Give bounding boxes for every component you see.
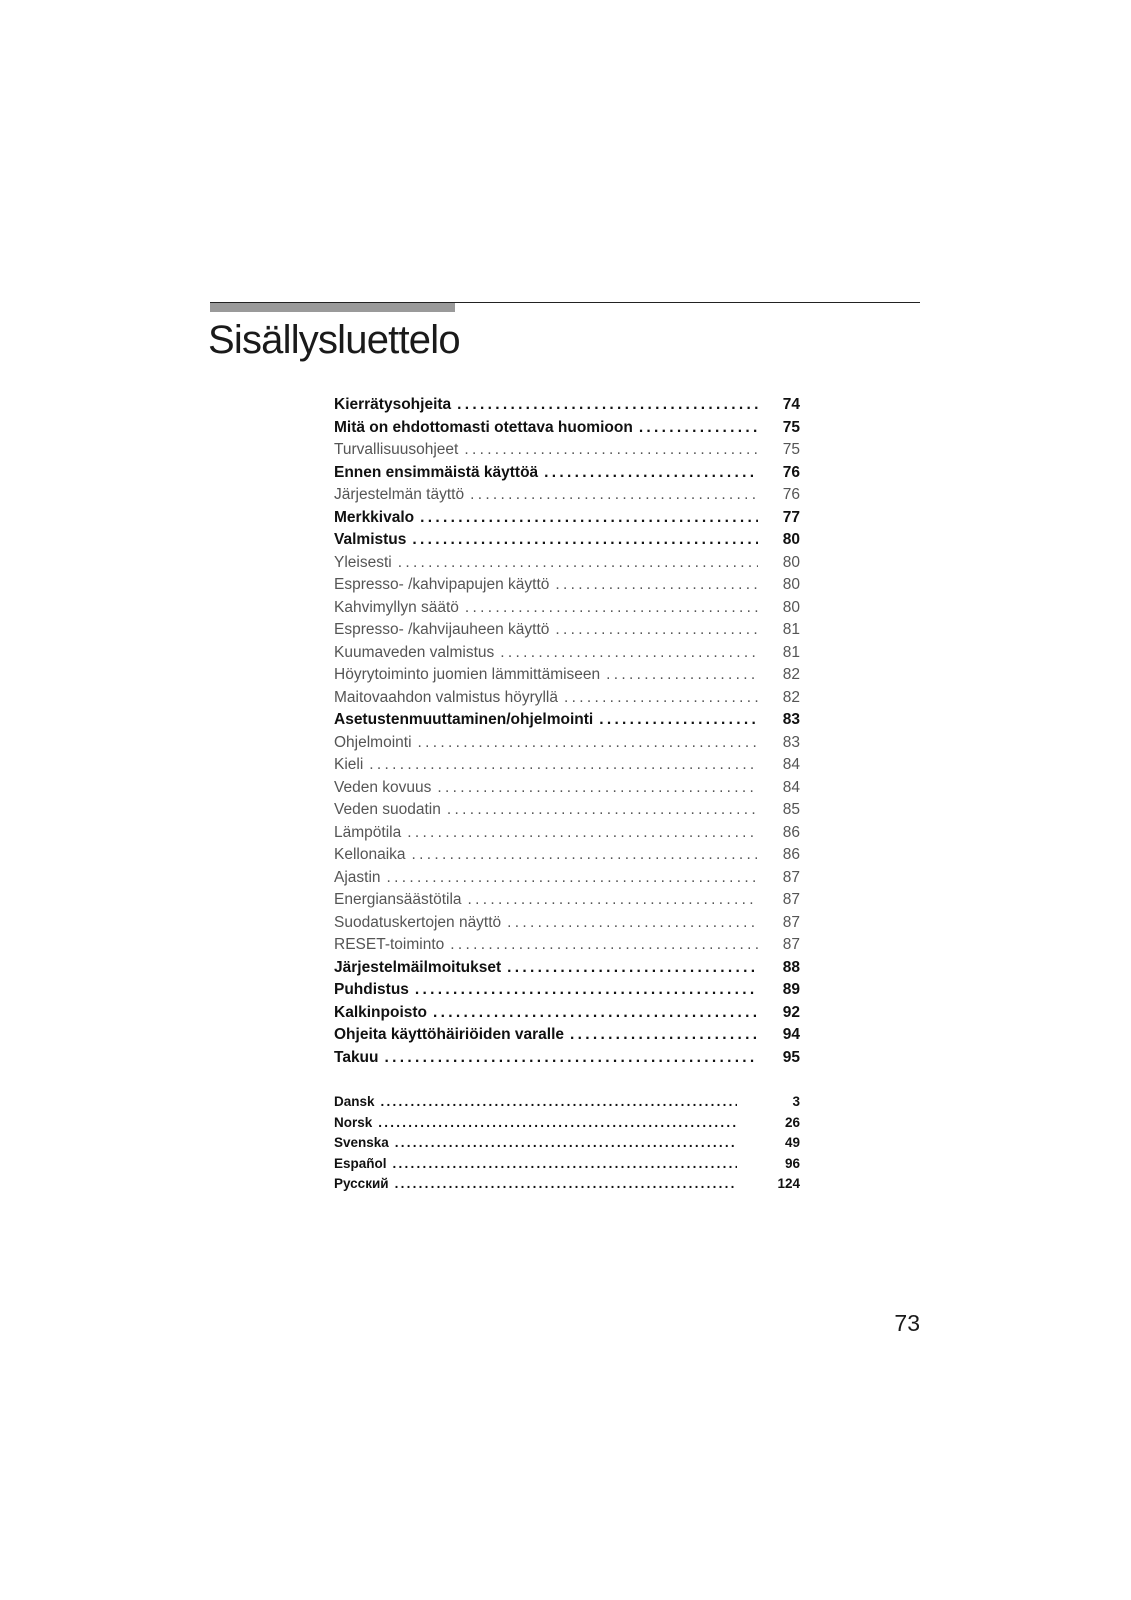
toc-entry[interactable] [334, 867, 800, 890]
toc-entry[interactable] [334, 642, 800, 665]
toc-entry-page: 87 [782, 913, 800, 931]
toc-entry[interactable] [334, 754, 800, 777]
dot-leader [470, 484, 758, 507]
dot-leader [387, 867, 758, 890]
toc-entry[interactable] [334, 979, 800, 1002]
toc-entry[interactable] [334, 417, 800, 440]
toc-entry[interactable] [334, 619, 800, 642]
table-of-contents [334, 394, 800, 1069]
page-number: 73 [894, 1310, 920, 1336]
toc-entry-page: 80 [782, 598, 800, 616]
toc-entry-title: Järjestelmäilmoitukset [334, 958, 502, 976]
toc-entry[interactable] [334, 912, 800, 935]
toc-entry-title: Takuu [334, 1048, 379, 1066]
toc-entry-page: 83 [782, 733, 800, 751]
toc-entry[interactable] [334, 934, 800, 957]
toc-entry[interactable] [334, 574, 800, 597]
toc-entry-title: Puhdistus [334, 981, 409, 998]
language-entry[interactable] [334, 1154, 800, 1175]
dot-leader [393, 1154, 737, 1175]
toc-entry-page: 92 [782, 1003, 800, 1021]
dot-leader [378, 1113, 737, 1134]
toc-entry-title: RESET-toiminto [334, 936, 445, 953]
dot-leader [447, 799, 758, 822]
toc-entry[interactable] [334, 552, 800, 575]
dot-leader [395, 1133, 737, 1154]
language-entry[interactable] [334, 1133, 800, 1154]
toc-entry-page: 77 [782, 508, 800, 526]
toc-entry[interactable] [334, 1047, 800, 1070]
toc-entry-title: Valmistus [334, 531, 407, 548]
toc-entry-page: 87 [782, 868, 800, 886]
dot-leader [555, 574, 758, 597]
toc-entry-title: Kierrätysohjeita [334, 396, 452, 413]
toc-entry-title: Ennen ensimmäistä käyttöä [334, 463, 539, 481]
toc-entry-title: Merkkivalo [334, 508, 415, 526]
toc-entry-page: 87 [782, 891, 800, 908]
toc-entry[interactable] [334, 664, 800, 687]
toc-entry-page: 82 [782, 688, 800, 706]
toc-entry[interactable] [334, 597, 800, 620]
toc-entry-page: 80 [782, 576, 800, 593]
toc-entry[interactable] [334, 1002, 800, 1025]
toc-entry-page: 76 [782, 463, 800, 481]
dot-leader [555, 619, 758, 642]
toc-entry[interactable] [334, 687, 800, 710]
dot-leader [437, 777, 758, 800]
dot-leader [500, 642, 758, 665]
toc-entry[interactable] [334, 777, 800, 800]
toc-entry-page: 76 [782, 486, 800, 503]
language-name: Norsk [334, 1114, 373, 1130]
header-accent-bar [210, 303, 455, 312]
toc-entry[interactable] [334, 732, 800, 755]
toc-entry-title: Järjestelmän täyttö [334, 486, 465, 503]
dot-leader [398, 552, 758, 575]
language-entry[interactable] [334, 1092, 800, 1113]
toc-entry-title: Mitä on ehdottomasti otettava huomioon [334, 418, 633, 436]
toc-entry-title: Ohjelmointi [334, 733, 412, 751]
dot-leader [507, 912, 758, 935]
dot-leader [420, 507, 758, 530]
dot-leader [564, 687, 758, 710]
language-page: 96 [784, 1155, 800, 1171]
dot-leader [465, 597, 758, 620]
dot-leader [468, 889, 758, 912]
language-page: 49 [784, 1135, 800, 1150]
toc-entry-page: 81 [782, 643, 800, 661]
language-name: Español [334, 1155, 387, 1171]
toc-entry-page: 75 [782, 441, 800, 458]
dot-leader [599, 709, 758, 732]
dot-leader [464, 439, 758, 462]
toc-entry[interactable] [334, 484, 800, 507]
toc-entry[interactable] [334, 822, 800, 845]
toc-entry-title: Kalkinpoisto [334, 1003, 428, 1021]
toc-entry-title: Kahvimyllyn säätö [334, 598, 459, 616]
toc-entry-title: Kellonaika [334, 846, 406, 863]
toc-entry-page: 88 [782, 958, 800, 976]
toc-entry-title: Espresso- /kahvipapujen käyttö [334, 576, 550, 593]
toc-entry[interactable] [334, 1024, 800, 1047]
toc-entry-page: 80 [782, 553, 800, 571]
toc-entry-page: 86 [782, 846, 800, 863]
toc-entry[interactable] [334, 394, 800, 417]
dot-leader [385, 1047, 759, 1070]
toc-entry-page: 75 [782, 418, 800, 436]
toc-entry-title: Kieli [334, 756, 364, 773]
dot-leader [395, 1174, 737, 1195]
toc-entry-page: 74 [782, 396, 800, 413]
dot-leader [415, 979, 758, 1002]
toc-entry-title: Suodatuskertojen näyttö [334, 913, 502, 931]
language-page: 3 [792, 1094, 800, 1109]
toc-entry[interactable] [334, 439, 800, 462]
toc-entry-page: 89 [782, 981, 800, 998]
language-name: Русский [334, 1176, 389, 1191]
toc-entry-page: 80 [782, 531, 800, 548]
toc-entry-title: Ajastin [334, 868, 381, 886]
toc-entry[interactable] [334, 957, 800, 980]
toc-entry-title: Veden suodatin [334, 801, 441, 818]
language-name: Dansk [334, 1094, 375, 1109]
dot-leader [606, 664, 758, 687]
toc-entry[interactable] [334, 799, 800, 822]
toc-entry-page: 87 [782, 936, 800, 953]
dot-leader [433, 1002, 758, 1025]
toc-entry[interactable] [334, 529, 800, 552]
toc-entry[interactable] [334, 507, 800, 530]
toc-entry[interactable] [334, 462, 800, 485]
language-page: 26 [784, 1114, 800, 1130]
toc-entry-title: Yleisesti [334, 553, 392, 571]
toc-entry-title: Ohjeita käyttöhäiriöiden varalle [334, 1026, 564, 1043]
toc-entry-title: Maitovaahdon valmistus höyryllä [334, 688, 558, 706]
toc-entry-page: 95 [782, 1048, 800, 1066]
language-page: 124 [777, 1176, 800, 1191]
toc-entry-page: 84 [782, 756, 800, 773]
toc-entry-page: 86 [782, 823, 800, 841]
dot-leader [639, 417, 758, 440]
language-entry[interactable] [334, 1174, 800, 1195]
toc-entry-page: 85 [782, 801, 800, 818]
dot-leader [544, 462, 758, 485]
toc-entry-page: 81 [782, 621, 800, 638]
dot-leader [381, 1092, 737, 1113]
toc-entry-title: Veden kovuus [334, 778, 432, 796]
toc-entry-title: Energiansäästötila [334, 891, 462, 908]
language-name: Svenska [334, 1135, 389, 1150]
toc-entry-page: 83 [782, 711, 800, 728]
language-index [334, 1092, 800, 1195]
dot-leader [507, 957, 758, 980]
dot-leader [457, 394, 758, 417]
toc-entry-title: Espresso- /kahvijauheen käyttö [334, 621, 550, 638]
toc-entry-title: Turvallisuusohjeet [334, 441, 459, 458]
dot-leader [418, 732, 758, 755]
dot-leader [412, 529, 758, 552]
toc-entry[interactable] [334, 709, 800, 732]
language-entry[interactable] [334, 1113, 800, 1134]
toc-entry-page: 84 [782, 778, 800, 796]
dot-leader [570, 1024, 758, 1047]
dot-leader [407, 822, 758, 845]
toc-entry-page: 82 [782, 666, 800, 683]
toc-entry[interactable] [334, 844, 800, 867]
page-title: Sisällysluettelo [208, 318, 460, 362]
toc-entry[interactable] [334, 889, 800, 912]
toc-entry-page: 94 [782, 1026, 800, 1043]
toc-entry-title: Höyrytoiminto juomien lämmittämiseen [334, 666, 601, 683]
dot-leader [369, 754, 758, 777]
dot-leader [450, 934, 758, 957]
toc-entry-title: Kuumaveden valmistus [334, 643, 495, 661]
dot-leader [412, 844, 758, 867]
toc-entry-title: Lämpötila [334, 823, 402, 841]
toc-entry-title: Asetustenmuuttaminen/ohjelmointi [334, 711, 594, 728]
